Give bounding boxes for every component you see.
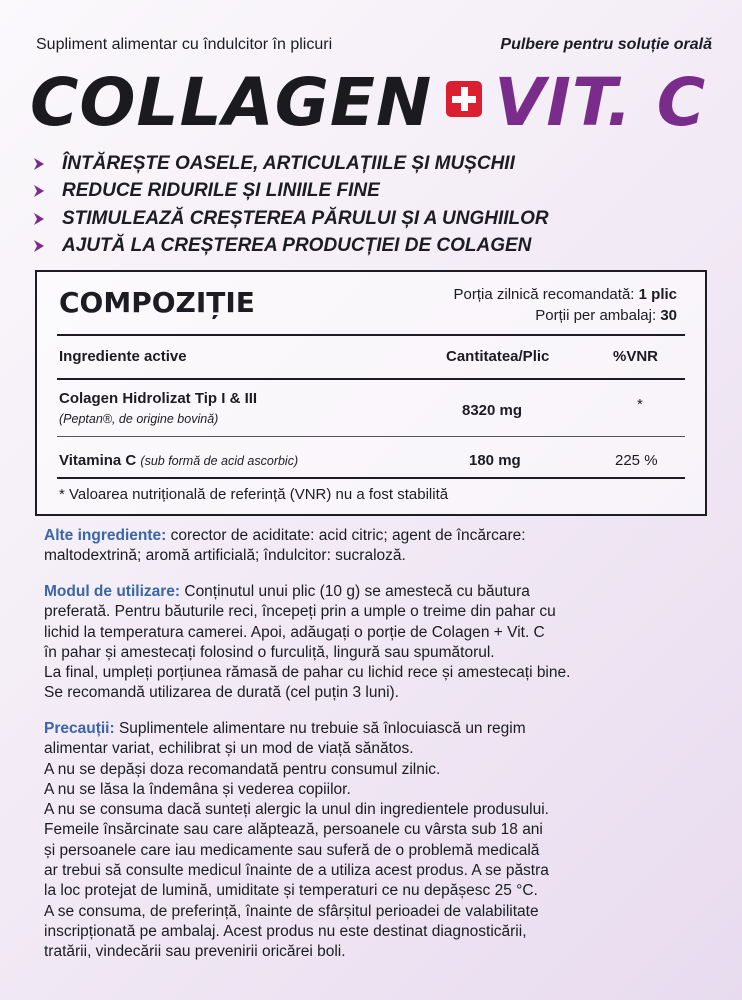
benefit-item bbox=[32, 150, 712, 178]
precautions-section bbox=[44, 719, 716, 963]
composition-table bbox=[35, 270, 707, 516]
col-quantity-header: Cantitatea/Plic bbox=[446, 348, 550, 365]
precautions-line: inscripționată pe ambalaj. Acest produs nu este destinat diagnosticării, bbox=[44, 922, 527, 940]
ingredient-vnr: * bbox=[637, 396, 643, 413]
divider bbox=[57, 378, 685, 380]
precautions-line: și persoanele care iau medicamente sau suferă de o problemă medicală bbox=[44, 841, 540, 859]
benefit-text: AJUTĂ LA CREȘTEREA PRODUCȚIEI DE COLAGEN bbox=[62, 235, 532, 257]
ingredient-name: Vitamina C bbox=[59, 452, 137, 469]
usage-line: preferată. Pentru băuturile reci, începeți prin a umple o treime din pahar cu bbox=[44, 603, 556, 621]
benefits-list bbox=[32, 150, 712, 260]
usage-line: Se recomandă utilizarea de durată (cel puțin 3 luni). bbox=[44, 684, 399, 702]
benefit-item bbox=[32, 233, 712, 261]
per-pack-label: Porții per ambalaj: bbox=[535, 307, 657, 324]
other-ingredients-label: Alte ingrediente: bbox=[44, 527, 167, 544]
precautions-line: A nu se lăsa la îndemâna și vederea copiilor. bbox=[44, 780, 351, 798]
ingredient-name: Colagen Hidrolizat Tip I & III bbox=[59, 390, 258, 407]
other-ingredients bbox=[44, 526, 716, 567]
ingredient-note: (sub formă de acid ascorbic) bbox=[140, 454, 299, 468]
benefit-text: ÎNTĂREȘTE OASELE, ARTICULAȚIILE ȘI MUȘCHII bbox=[62, 152, 515, 174]
composition-title: COMPOZIȚIE bbox=[59, 286, 255, 319]
precautions-label: Precauții: bbox=[44, 720, 115, 737]
ingredient-qty: 180 mg bbox=[469, 452, 521, 469]
other-ingredients-text: corector de aciditate: acid citric; agent de încărcare: bbox=[166, 527, 526, 544]
precautions-line: Femeile însărcinate sau care alăptează, persoanele cu vârsta sub 18 ani bbox=[44, 821, 543, 839]
precautions-line: la loc protejat de lumină, umiditate și temperaturi ce nu depășesc 25 °C. bbox=[44, 882, 538, 900]
chevron-right-icon bbox=[32, 157, 46, 171]
brand-vitc: VIT. C bbox=[494, 64, 707, 141]
benefit-item bbox=[32, 205, 712, 233]
portions-info bbox=[454, 284, 677, 326]
other-ingredients-text: maltodextrină; aromă artificială; îndulcitor: sucraloză. bbox=[44, 547, 406, 565]
precautions-line: alimentar variat, echilibrat și un mod de viață sănătos. bbox=[44, 740, 414, 758]
usage-text: Conținutul unui plic (10 g) se amestecă cu băutura bbox=[180, 583, 530, 600]
usage-section bbox=[44, 582, 716, 704]
ingredient-qty: 8320 mg bbox=[462, 402, 523, 419]
ingredient-row-vitc bbox=[59, 452, 298, 469]
divider bbox=[57, 477, 685, 479]
vnr-footnote: * Valoarea nutrițională de referință (VNR) nu a fost stabilită bbox=[59, 486, 449, 503]
divider bbox=[57, 436, 685, 437]
usage-line: în pahar și amestecați folosind o furculiță, lingură sau spumătorul. bbox=[44, 643, 495, 661]
top-line bbox=[36, 34, 712, 56]
chevron-right-icon bbox=[32, 239, 46, 253]
ingredient-vnr: 225 % bbox=[615, 452, 658, 469]
benefit-text: REDUCE RIDURILE ȘI LINIILE FINE bbox=[62, 180, 380, 202]
col-vnr-header: %VNR bbox=[613, 348, 659, 365]
precautions-line: A nu se depăși doza recomandată pentru consumul zilnic. bbox=[44, 760, 441, 778]
chevron-right-icon bbox=[32, 184, 46, 198]
precautions-line: A nu se consuma dacă sunteți alergic la unul din ingredientele produsului. bbox=[44, 801, 549, 819]
precautions-line: tratării, vindecării sau prevenirii oricărei boli. bbox=[44, 943, 346, 961]
brand-title bbox=[30, 58, 706, 148]
red-cross-icon bbox=[446, 81, 482, 117]
benefit-item bbox=[32, 178, 712, 206]
precautions-text: Suplimentele alimentare nu trebuie să înlocuiască un regim bbox=[114, 720, 526, 737]
per-pack-value: 30 bbox=[660, 307, 677, 324]
brand-collagen: COLLAGEN bbox=[30, 64, 433, 141]
usage-label: Modul de utilizare: bbox=[44, 583, 181, 600]
usage-line: La final, umpleți porțiunea rămasă de pahar cu lichid rece și amestecați bine. bbox=[44, 664, 571, 682]
product-form: Pulbere pentru soluție orală bbox=[500, 36, 712, 53]
precautions-line: A se consuma, de preferință, înainte de sfârșitul perioadei de valabilitate bbox=[44, 902, 539, 920]
daily-portion-label: Porția zilnică recomandată: bbox=[453, 286, 635, 303]
daily-portion-value: 1 plic bbox=[638, 286, 677, 303]
chevron-right-icon bbox=[32, 212, 46, 226]
usage-line: lichid la temperatura camerei. Apoi, adăugați o porție de Colagen + Vit. C bbox=[44, 623, 545, 641]
benefit-text: STIMULEAZĂ CREȘTEREA PĂRULUI ȘI A UNGHIILOR bbox=[62, 207, 549, 229]
col-ingredient-header: Ingrediente active bbox=[59, 348, 187, 365]
precautions-line: ar trebui să consulte medicul înainte de a utiliza acest produs. A se păstra bbox=[44, 862, 549, 880]
divider bbox=[57, 334, 685, 336]
ingredient-note: (Peptan®, de origine bovină) bbox=[59, 412, 219, 426]
product-type: Supliment alimentar cu îndulcitor în plicuri bbox=[36, 36, 333, 53]
